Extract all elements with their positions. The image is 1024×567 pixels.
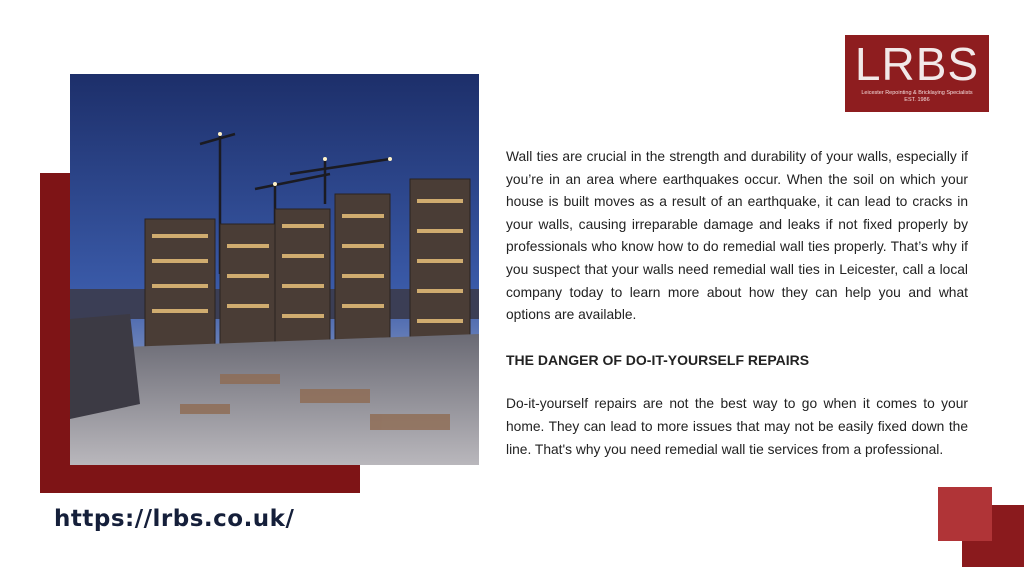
article-heading: THE DANGER OF DO-IT-YOURSELF REPAIRS	[506, 351, 810, 368]
logo-est: EST. 1986	[904, 97, 930, 103]
lrbs-logo	[845, 35, 989, 112]
article-paragraph-1: Wall ties are crucial in the strength and durability of your walls, especially if you’re in an area where earthquakes occur. When the soil on which your house is built moves as a result of an earthquake, it can lead to cracks in your walls, causing irreparable damage and leaks if not fixed properly by professionals who know how to do remedial wall ties properly. That’s why if you suspect that your walls need remedial wall ties in Leicester, call a local company today to learn more about how they can help you and what options are available.	[506, 149, 968, 323]
construction-site-photo	[70, 74, 479, 465]
construction-photo-illustration	[70, 74, 479, 465]
logo-text: LRBS	[854, 38, 980, 90]
logo-tagline: Leicester Repointing & Bricklaying Specialists	[861, 90, 973, 96]
website-url[interactable]: https://lrbs.co.uk/	[54, 506, 295, 532]
decorative-square-light	[938, 487, 992, 541]
article-content	[506, 146, 968, 461]
article-paragraph-2: Do-it-yourself repairs are not the best way to go when it comes to your home. They can lead to more issues that may not be easily fixed down the line. That's why you need remedial wall tie services from a professional.	[506, 396, 968, 457]
